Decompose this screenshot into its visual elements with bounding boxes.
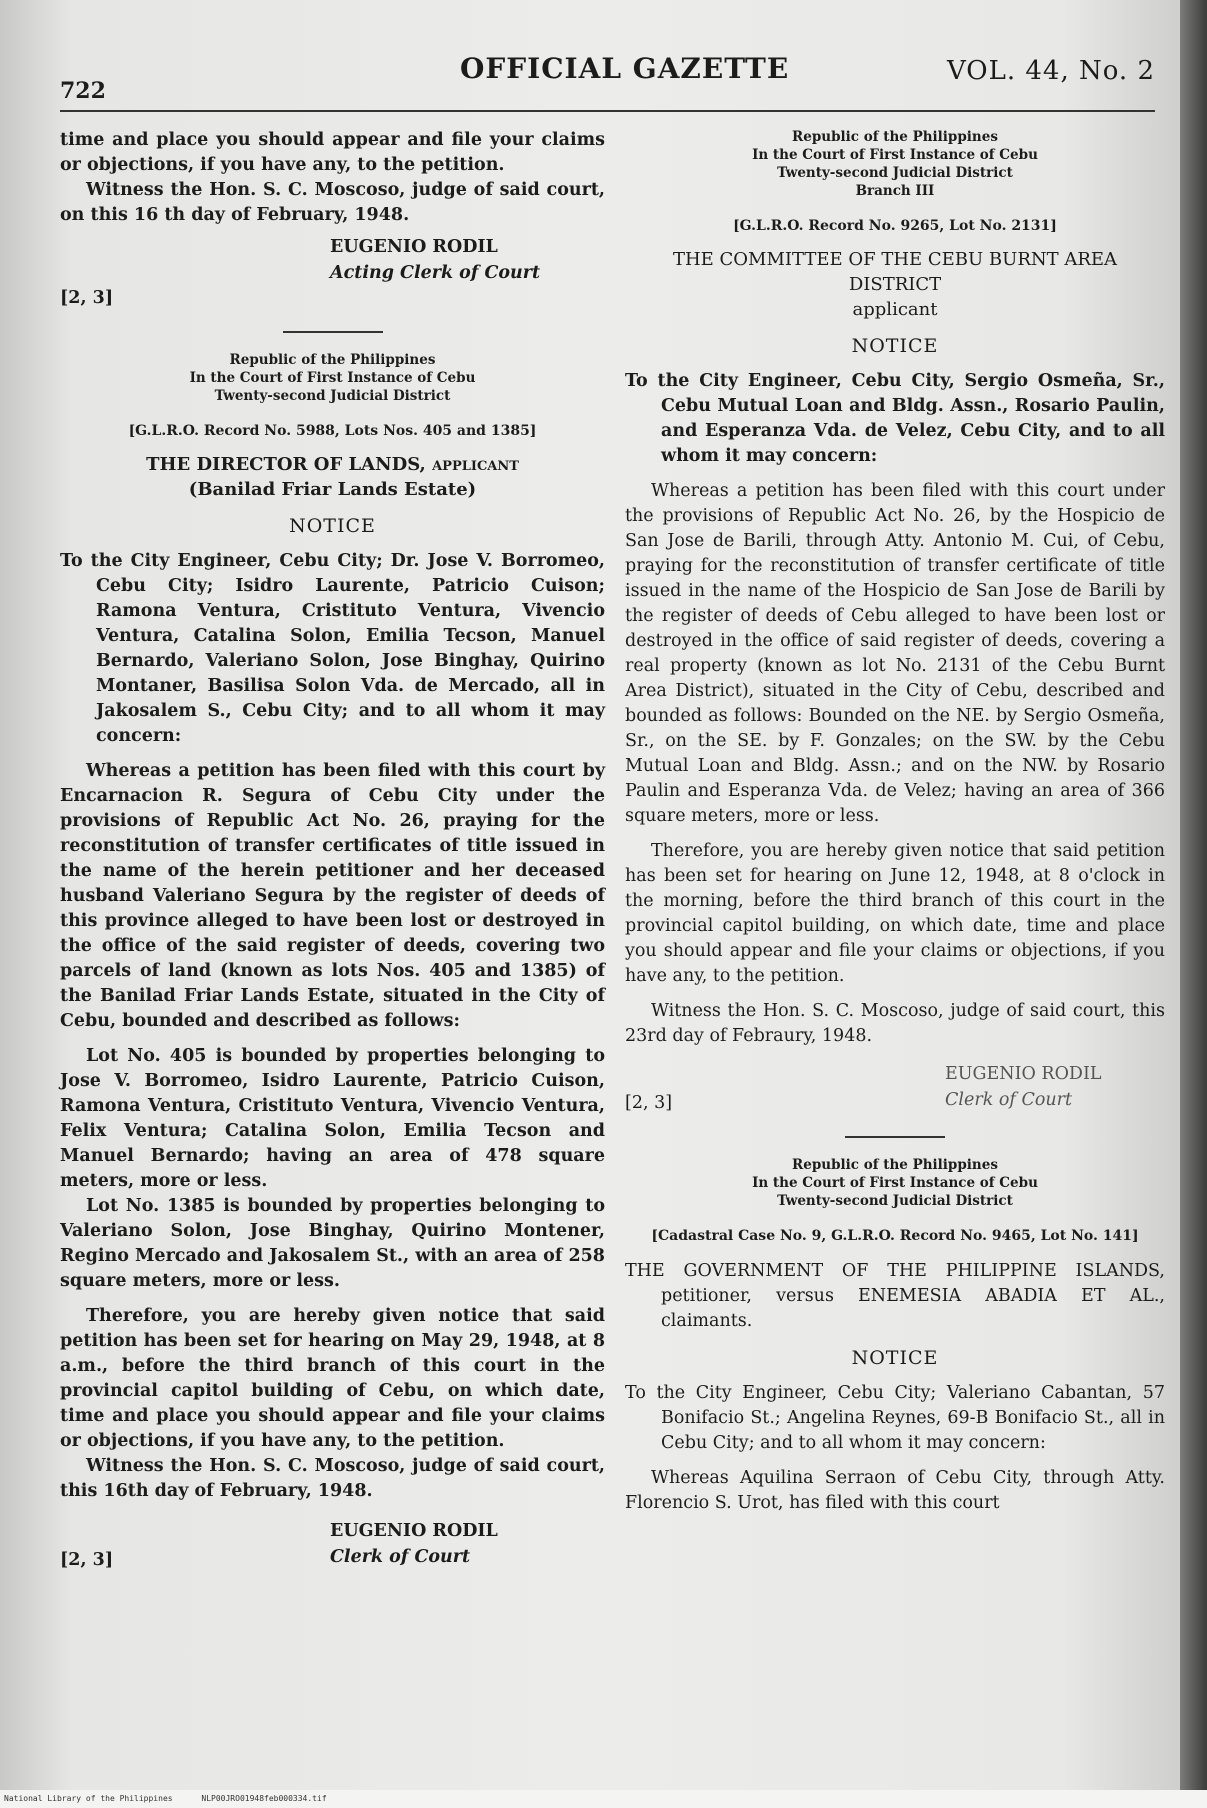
clerk-role: Clerk of Court — [945, 1090, 1073, 1110]
header-rule — [60, 110, 1155, 112]
court-heading — [625, 128, 1165, 200]
whereas-paragraph: Whereas a petition has been filed with this court by Encarnacion R. Segura of Cebu City under the provisions of Republic Act No. 26, praying for the reconstitution of transfer certificates of title issued in the name of the herein petitioner and her deceased husband Valeriano Segura by the register of deeds of this province alleged to have been lost or destroyed in the office of the said register of deeds, covering two parcels of land (known as lots Nos. 405 and 1385) of the Banilad Friar Lands Estate, situated in the City of Cebu, bounded and described as follows: — [60, 761, 605, 1031]
court-line: In the Court of First Instance of Cebu — [752, 1175, 1038, 1191]
court-heading — [60, 351, 605, 405]
record-line: [G.L.R.O. Record No. 5988, Lots Nos. 405 and 1385] — [128, 423, 537, 439]
addressee-paragraph: To the City Engineer, Cebu City; Valeriano Cabantan, 57 Bonifacio St.; Angelina Reynes, 69-B Bonifacio St., all in Cebu City; and to all whom it may concern: — [625, 1383, 1165, 1453]
page-number: 722 — [60, 78, 106, 104]
therefore-paragraph: Therefore, you are hereby given notice that said petition has been set for hearing on May 29, 1948, at 8 a.m., before the third branch of this court in the provincial capitol building of Cebu, on which date, time and place you should appear and file your claims or objections, if you have any, to the petition. — [60, 1306, 605, 1451]
witness-paragraph: Witness the Hon. S. C. Moscoso, judge of said court, this 16th day of February, 1948. — [60, 1456, 605, 1501]
whereas-paragraph: Whereas a petition has been filed with this court under the provisions of Republic Act No. 26, by the Hospicio de San Jose de Barili, through Atty. Antonio M. Cui, of Cebu, praying for the reconstitution of transfer certificate of title issued in the name of the Hospicio de San Jose de Barili by the register of deeds of Cebu alleged to have been lost or destroyed in the office of said register of deeds, covering a real property (known as lot No. 2131 of the Cebu Burnt Area District), situated in the City of Cebu, described and bounded as follows: Bounded on the NE. by Sergio Osmeña, Sr., on the SE. by F. Gonzales; on the SW. by the Cebu Mutual Loan and Bldg. Assn.; and on the NW. by Rosario Paulin and Esperanza Vda. de Velez; having an area of 366 square meters, more or less. — [625, 481, 1165, 826]
right-column — [625, 128, 1165, 1516]
clerk-role: Clerk of Court — [330, 1547, 471, 1567]
notice-title: NOTICE — [851, 1347, 939, 1369]
notice-divider — [845, 1136, 945, 1138]
court-line: Branch III — [855, 183, 935, 199]
continued-paragraph: time and place you should appear and file your claims or objections, if you have any, to the petition. — [60, 130, 605, 175]
book-spine — [1180, 0, 1207, 1808]
court-line: Republic of the Philippines — [792, 129, 998, 145]
publication-title: OFFICIAL GAZETTE — [460, 52, 790, 85]
record-line: [G.L.R.O. Record No. 9265, Lot No. 2131] — [733, 218, 1057, 234]
signature-block — [330, 234, 605, 286]
addressee-paragraph: To the City Engineer, Cebu City, Sergio Osmeña, Sr., Cebu Mutual Loan and Bldg. Assn., Rosario Paulin, and Esperanza Vda. de Velez, Cebu City, and to all whom it may concern: — [625, 371, 1165, 466]
witness-paragraph: Witness the Hon. S. C. Moscoso, judge of said court, on this 16 th day of February, 1948. — [60, 180, 605, 225]
addressee-paragraph: To the City Engineer, Cebu City; Dr. Jose V. Borromeo, Cebu City; Isidro Laurente, Patricio Cuison; Ramona Ventura, Cristituto Ventura, Vivencio Ventura, Catalina Solon, Emilia Tecson, Manuel Bernardo, Valeriano Solon, Jose Binghay, Quirino Montaner, Basilisa Solon Vda. de Mercado, all in Jakosalem S., Cebu City; and to all whom it may concern: — [60, 551, 605, 746]
court-line: In the Court of First Instance of Cebu — [752, 147, 1038, 163]
notice-title: NOTICE — [289, 515, 376, 537]
court-line: Twenty-second Judicial District — [777, 165, 1013, 181]
reference-number: [2, 3] — [625, 1093, 673, 1113]
lot-description: Lot No. 405 is bounded by properties belonging to Jose V. Borromeo, Isidro Laurente, Patricio Cuison, Ramona Ventura, Cristituto Ventura, Vivencio Ventura, Felix Ventura; Catalina Solon, Emilia Tecson and Manuel Bernardo; having an area of 478 square meters, more or less. — [60, 1046, 605, 1191]
record-line: [Cadastral Case No. 9, G.L.R.O. Record No. 9465, Lot No. 141] — [651, 1228, 1139, 1244]
clerk-name: EUGENIO RODIL — [330, 1521, 498, 1541]
court-line: In the Court of First Instance of Cebu — [189, 370, 476, 386]
court-line: Republic of the Philippines — [792, 1157, 998, 1173]
court-line: Republic of the Philippines — [229, 352, 436, 368]
clerk-name: EUGENIO RODIL — [945, 1064, 1102, 1084]
case-caption-sub: (Banilad Friar Lands Estate) — [188, 479, 477, 500]
clerk-role: Acting Clerk of Court — [330, 263, 541, 283]
notice-divider — [283, 331, 383, 333]
court-heading — [625, 1156, 1165, 1210]
court-line: Twenty-second Judicial District — [214, 388, 451, 404]
lot-description: Lot No. 1385 is bounded by properties belonging to Valeriano Solon, Jose Binghay, Quirino Montener, Regino Mercado and Jakosalem St., with an area of 258 square meters, more or less. — [60, 1196, 605, 1291]
scan-footer — [0, 1790, 1207, 1808]
left-column — [60, 128, 605, 1573]
clerk-name: EUGENIO RODIL — [330, 237, 498, 257]
case-caption: THE DIRECTOR OF LANDS, applicant — [146, 454, 519, 475]
court-line: Twenty-second Judicial District — [777, 1193, 1013, 1209]
case-caption: THE COMMITTEE OF THE CEBU BURNT AREA DISTRICT — [672, 249, 1118, 295]
witness-paragraph: Witness the Hon. S. C. Moscoso, judge of said court, this 23rd day of Febraury, 1948. — [625, 1001, 1165, 1046]
library-name: National Library of the Philippines — [4, 1794, 173, 1803]
page-header — [60, 48, 1155, 108]
case-caption: THE GOVERNMENT OF THE PHILIPPINE ISLANDS, petitioner, versus ENEMESIA ABADIA ET AL., claimants. — [625, 1261, 1165, 1331]
therefore-paragraph: Therefore, you are hereby given notice that said petition has been set for hearing on June 12, 1948, at 8 o'clock in the morning, before the third branch of this court in the provincial capitol building, on which date, time and place you should appear and file your claims or objections, if you have any, to the petition. — [625, 841, 1165, 986]
reference-number: [2, 3] — [60, 288, 114, 308]
file-id: NLP00JRO01948feb000334.tif — [201, 1794, 327, 1803]
reference-number: [2, 3] — [60, 1550, 114, 1570]
volume-number: VOL. 44, No. 2 — [946, 56, 1155, 86]
notice-title: NOTICE — [851, 335, 939, 357]
case-caption-sub: applicant — [852, 299, 938, 320]
whereas-paragraph: Whereas Aquilina Serraon of Cebu City, through Atty. Florencio S. Urot, has filed with this court — [625, 1468, 1165, 1513]
